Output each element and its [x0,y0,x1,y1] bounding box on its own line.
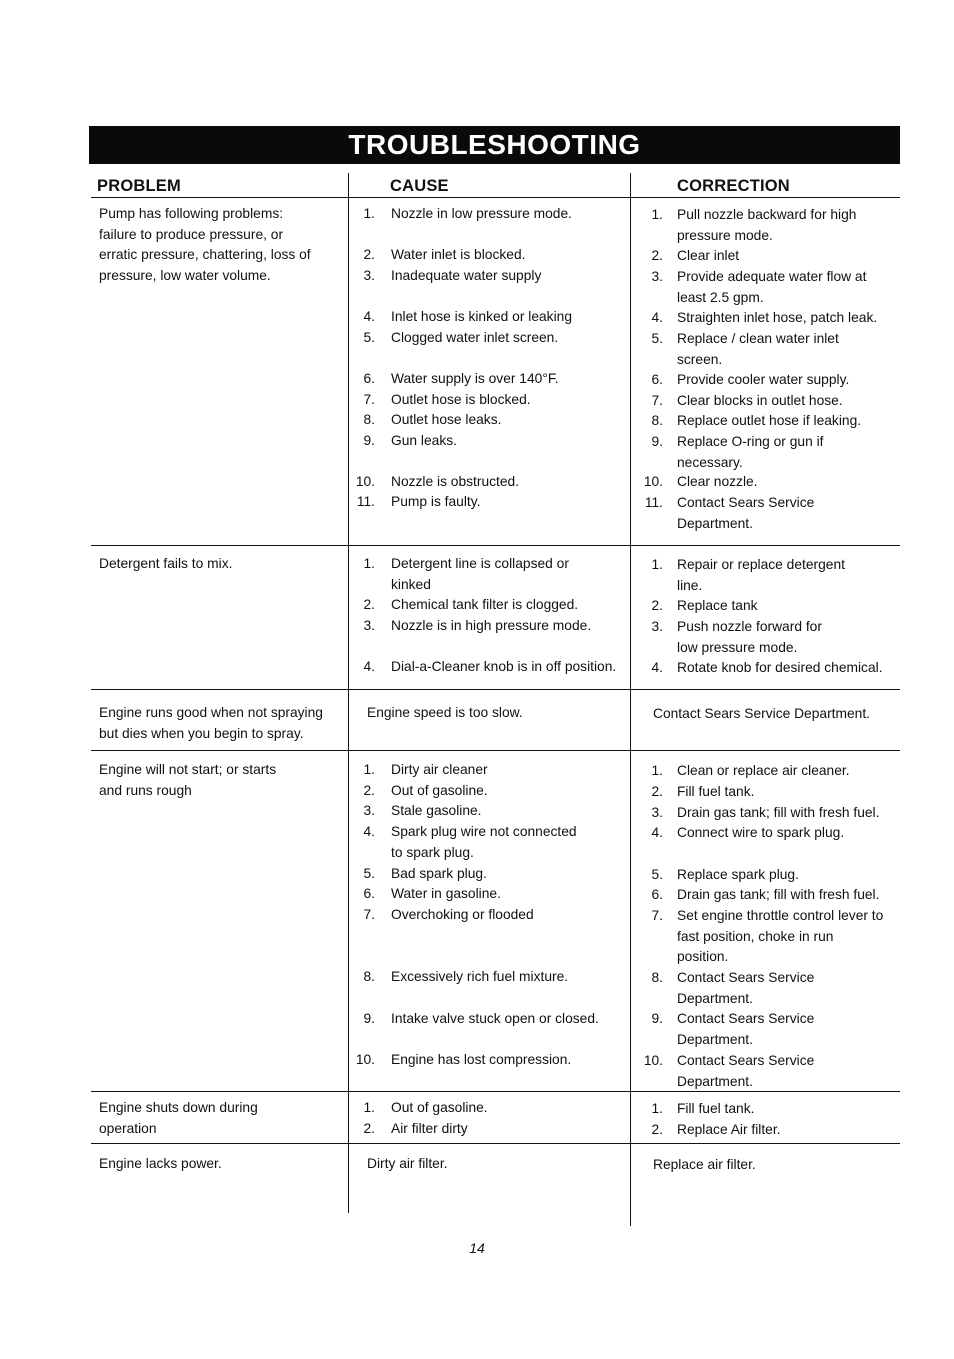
section-rule [91,1091,900,1092]
problem-text: Engine shuts down during [99,1100,258,1115]
correction-number: 3. [651,805,663,820]
correction-number: 9. [651,434,663,449]
correction-text: Straighten inlet hose, patch leak. [677,310,878,325]
correction-number: 8. [651,413,663,428]
correction-text: least 2.5 gpm. [677,289,764,305]
cause-text: Inadequate water supply [391,268,542,283]
cause-number: 1. [363,1100,375,1115]
cause-text: Excessively rich fuel mixture. [391,969,569,984]
correction-text: Replace outlet hose if leaking. [677,413,862,428]
correction-number: 3. [651,269,663,284]
correction-number: 3. [651,619,663,634]
cause-text: Engine speed is too slow. [367,705,523,720]
cause-number: 1. [363,206,375,221]
cause-number: 9. [363,433,375,448]
cause-number: 7. [363,392,375,407]
cause-number: 10. [355,474,375,489]
cause-number: 8. [363,412,375,427]
correction-text: Pull nozzle backward for high [677,207,857,222]
cause-text: Pump is faulty. [391,494,481,509]
correction-number: 10. [643,474,663,489]
cause-number: 3. [363,268,375,283]
cause-text: to spark plug. [391,844,474,860]
cause-text: Stale gasoline. [391,803,482,818]
cause-number: 4. [363,659,375,674]
problem-text: but dies when you begin to spray. [99,725,304,741]
cause-number: 11. [356,494,375,509]
correction-text: Contact Sears Service [677,970,815,985]
correction-text: Clear nozzle. [677,474,758,489]
problem-text: Engine runs good when not spraying [99,705,323,720]
correction-text: Contact Sears Service [677,1053,815,1068]
correction-text: position. [677,949,729,965]
correction-text: Contact Sears Service [677,1011,815,1026]
cause-text: Out of gasoline. [391,783,488,798]
correction-text: Contact Sears Service Department. [653,706,871,721]
correction-number: 1. [651,1101,663,1116]
cause-number: 5. [363,866,375,881]
correction-number: 9. [651,1011,663,1026]
cause-text: Nozzle is obstructed. [391,474,520,489]
correction-number: 1. [651,763,663,778]
header-rule [91,197,900,198]
cause-number: 10. [355,1052,375,1067]
correction-number: 2. [651,1122,663,1137]
correction-text: Connect wire to spark plug. [677,825,845,840]
cause-text: Dial-a-Cleaner knob is in off position. [391,659,617,674]
correction-number: 7. [651,393,663,408]
problem-text: Pump has following problems: [99,206,284,221]
correction-number: 4. [651,825,663,840]
section-rule [91,545,900,546]
correction-text: Provide cooler water supply. [677,372,850,387]
cause-number: 7. [363,907,375,922]
correction-text: Replace / clean water inlet [677,331,839,346]
cause-number: 4. [363,824,375,839]
cause-text: Overchoking or flooded [391,907,534,922]
cause-text: Nozzle in low pressure mode. [391,206,572,221]
column-divider-1 [348,173,349,1213]
correction-number: 10. [643,1053,663,1068]
cause-number: 4. [363,309,375,324]
cause-number: 5. [363,330,375,345]
correction-text: Drain gas tank; fill with fresh fuel. [677,805,880,820]
page-number: 14 [469,1240,485,1256]
correction-text: Clear blocks in outlet hose. [677,393,843,408]
problem-text: and runs rough [99,782,192,798]
correction-number: 11. [644,495,663,510]
cause-text: Inlet hose is kinked or leaking [391,309,572,324]
correction-text: Replace air filter. [653,1157,756,1172]
correction-number: 1. [651,207,663,222]
correction-number: 5. [651,331,663,346]
correction-text: Clean or replace air cleaner. [677,763,850,778]
cause-number: 6. [363,371,375,386]
section-rule [91,1143,900,1144]
correction-text: Provide adequate water flow at [677,269,867,284]
section-rule [91,750,900,751]
cause-text: Air filter dirty [391,1121,468,1136]
cause-text: Water in gasoline. [391,886,501,901]
cause-text: Intake valve stuck open or closed. [391,1011,599,1026]
cause-text: Engine has lost compression. [391,1052,572,1067]
correction-text: low pressure mode. [677,639,798,655]
correction-text: line. [677,577,703,593]
correction-text: Department. [677,1031,753,1047]
correction-text: Replace tank [677,598,758,613]
problem-text: pressure, low water volume. [99,267,271,283]
correction-text: Fill fuel tank. [677,784,755,799]
cause-number: 6. [363,886,375,901]
cause-text: Nozzle is in high pressure mode. [391,618,592,633]
cause-text: Dirty air filter. [367,1156,448,1171]
correction-number: 2. [651,598,663,613]
correction-number: 8. [651,970,663,985]
column-header-problem: PROBLEM [97,177,181,195]
correction-text: Repair or replace detergent [677,557,845,572]
cause-text: Water supply is over 140°F. [391,371,559,386]
cause-text: Outlet hose is blocked. [391,392,531,407]
correction-text: Replace spark plug. [677,867,799,882]
column-divider-2 [630,173,631,1226]
cause-text: kinked [391,576,431,592]
correction-text: Replace Air filter. [677,1122,781,1137]
section-rule [91,689,900,690]
correction-number: 7. [651,908,663,923]
cause-number: 1. [363,762,375,777]
cause-text: Spark plug wire not connected [391,824,577,839]
cause-number: 8. [363,969,375,984]
cause-number: 3. [363,803,375,818]
cause-number: 9. [363,1011,375,1026]
cause-number: 3. [363,618,375,633]
correction-text: Clear inlet [677,248,740,263]
cause-text: Out of gasoline. [391,1100,488,1115]
problem-text: Detergent fails to mix. [99,556,233,571]
correction-number: 6. [651,372,663,387]
cause-text: Outlet hose leaks. [391,412,502,427]
cause-text: Bad spark plug. [391,866,487,881]
correction-number: 5. [651,867,663,882]
cause-text: Gun leaks. [391,433,457,448]
cause-text: Chemical tank filter is clogged. [391,597,579,612]
problem-text: Engine lacks power. [99,1156,222,1171]
cause-number: 2. [363,1121,375,1136]
correction-number: 2. [651,784,663,799]
correction-text: Replace O-ring or gun if [677,434,824,449]
correction-text: fast position, choke in run [677,928,834,944]
problem-text: erratic pressure, chattering, loss of [99,247,311,263]
page-title: TROUBLESHOOTING [89,126,900,164]
correction-number: 6. [651,887,663,902]
problem-text: operation [99,1120,157,1136]
correction-text: Push nozzle forward for [677,619,822,634]
problem-text: failure to produce pressure, or [99,226,284,242]
correction-text: Fill fuel tank. [677,1101,755,1116]
problem-text: Engine will not start; or starts [99,762,277,777]
cause-text: Water inlet is blocked. [391,247,526,262]
correction-text: Set engine throttle control lever to [677,908,884,923]
cause-number: 2. [363,247,375,262]
column-header-correction: CORRECTION [677,177,790,195]
cause-text: Detergent line is collapsed or [391,556,569,571]
cause-text: Clogged water inlet screen. [391,330,559,345]
correction-text: pressure mode. [677,227,773,243]
correction-text: Drain gas tank; fill with fresh fuel. [677,887,880,902]
correction-text: necessary. [677,454,743,470]
cause-number: 1. [363,556,375,571]
correction-number: 4. [651,660,663,675]
correction-text: screen. [677,351,723,367]
correction-text: Rotate knob for desired chemical. [677,660,883,675]
correction-number: 4. [651,310,663,325]
correction-text: Contact Sears Service [677,495,815,510]
correction-number: 1. [651,557,663,572]
correction-text: Department. [677,1073,753,1089]
cause-text: Dirty air cleaner [391,762,488,777]
cause-number: 2. [363,597,375,612]
correction-text: Department. [677,515,753,531]
column-header-cause: CAUSE [390,177,449,195]
correction-text: Department. [677,990,753,1006]
cause-number: 2. [363,783,375,798]
correction-number: 2. [651,248,663,263]
